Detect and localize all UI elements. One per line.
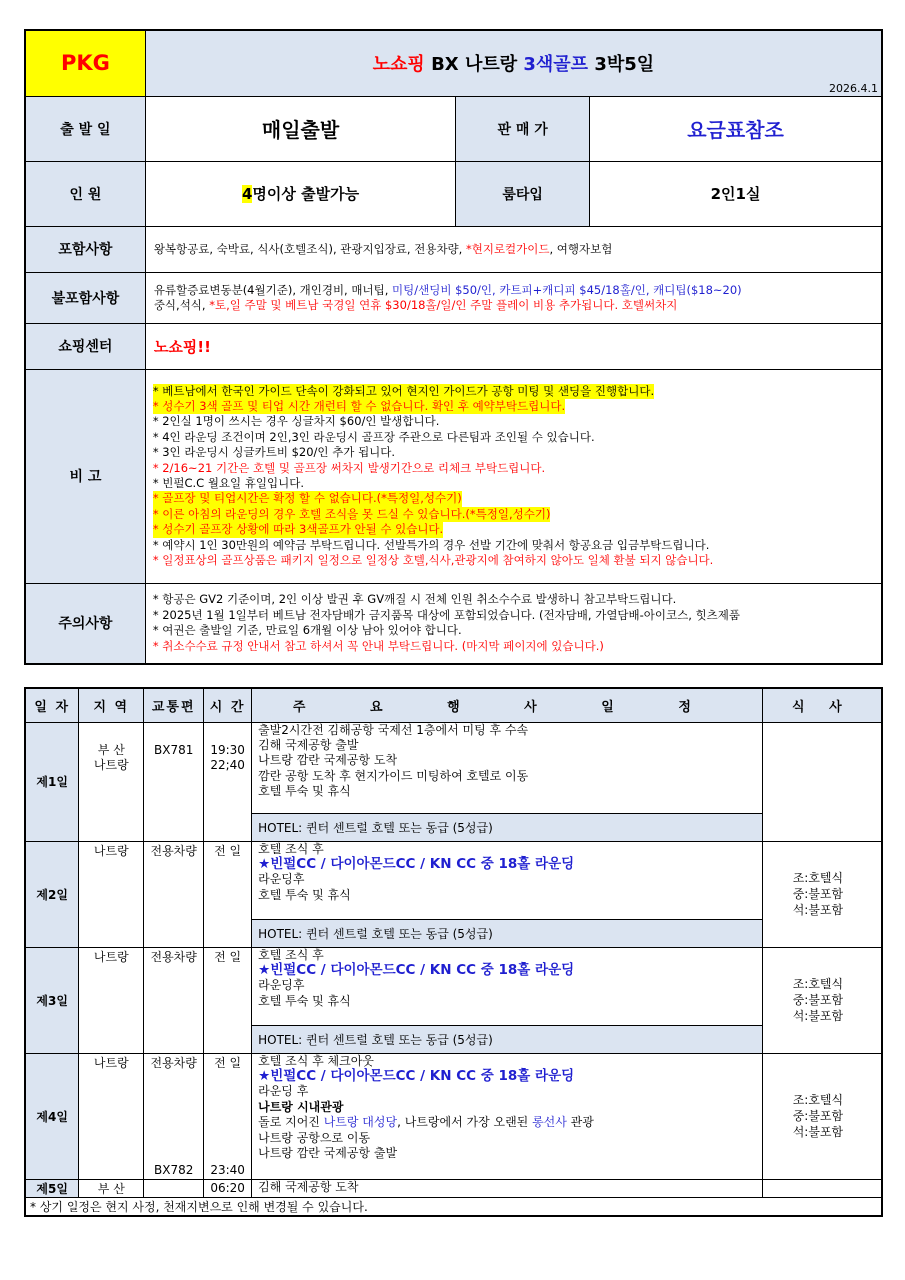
remark-item: * 성수기 골프장 상황에 따라 3색골프가 안될 수 있습니다. — [152, 522, 444, 537]
title-golf: 3색골프 — [523, 54, 589, 76]
day4-transport — [144, 1053, 204, 1179]
shopping-value: 노쇼핑!! — [145, 323, 882, 369]
day5-time: 06:20 — [204, 1179, 252, 1197]
schedule-line: 호텔 조식 후 — [258, 841, 324, 856]
schedule-line: 나트랑 깜란 국제공항 도착 — [258, 753, 398, 768]
schedule-line: 호텔 조식 후 체크아웃 — [258, 1053, 374, 1068]
day4-time — [204, 1053, 252, 1179]
excluded-text-2: 중식,석식, — [153, 297, 210, 312]
remark-item: * 빈펄C.C 월요일 휴일입니다. — [152, 476, 305, 490]
title-no-shopping: 노쇼핑 — [372, 54, 425, 76]
day4-label: 제4일 — [25, 1053, 79, 1179]
itinerary-table — [24, 687, 883, 1217]
meal-breakfast: 조:호텔식 — [792, 1093, 844, 1107]
schedule-line: 깜란 공항 도착 후 현지가이드 미팅하여 호텔로 이동 — [258, 768, 529, 783]
included-text: 왕복항공료, 숙박료, 식사(호텔조식), 관광지입장료, 전용차량, — [153, 241, 466, 256]
shopping-label: 쇼핑센터 — [25, 323, 145, 369]
day2-meal — [762, 841, 882, 947]
day1-label: 제1일 — [25, 722, 79, 841]
day2-region: 나트랑 — [79, 841, 144, 947]
day1-transport: BX781 — [144, 722, 204, 841]
schedule-line: 나트랑 시내관광 — [258, 1099, 344, 1114]
issue-date: 2026.4.1 — [829, 81, 878, 95]
caution-item: * 여권은 출발일 기준, 만료일 6개월 이상 남아 있어야 합니다. — [152, 623, 462, 638]
excluded-fees: 미팅/샌딩비 $50/인, 카트피+캐디피 $45/18홀/인, 캐디팁($18~20) — [392, 282, 742, 297]
title-duration: 3박5일 — [588, 54, 655, 76]
day4-time-2: 23:40 — [210, 1162, 245, 1177]
remark-item: * 골프장 및 티업시간은 확정 할 수 없습니다.(*특정일,성수기) — [152, 491, 462, 506]
day5-transport — [144, 1179, 204, 1197]
package-title — [145, 30, 882, 96]
day1-time-1: 19:30 — [210, 742, 245, 757]
included-label: 포함사항 — [25, 226, 145, 272]
remark-item: * 예약시 1인 30만원의 예약금 부탁드립니다. 선발특가의 경우 선발 기간에 맞춰서 항공요금 입금부탁드립니다. — [152, 537, 710, 552]
schedule-line: 라운딩 후 — [258, 1084, 309, 1099]
remark-item: * 베트남에서 한국인 가이드 단속이 강화되고 있어 현지인 가이드가 공항 미팅 및 샌딩을 진행합니다. — [152, 383, 655, 398]
header-meal: 식 사 — [762, 688, 882, 722]
caution-list — [145, 583, 882, 664]
day4-region: 나트랑 — [79, 1053, 144, 1179]
day2-transport: 전용차량 — [144, 841, 204, 947]
day1-schedule — [252, 722, 763, 813]
schedule-line: 김해 국제공항 출발 — [258, 737, 359, 752]
meal-dinner: 석:불포함 — [792, 903, 844, 917]
day1-region-1: 부 산 — [97, 742, 125, 757]
schedule-line: 호텔 투숙 및 휴식 — [258, 784, 351, 799]
meal-lunch: 중:불포함 — [792, 1109, 844, 1123]
day5-meal — [762, 1179, 882, 1197]
meal-dinner: 석:불포함 — [792, 1125, 844, 1139]
header-day: 일 자 — [25, 688, 79, 722]
day2-schedule — [252, 841, 763, 919]
caution-item: * 2025년 1월 1일부터 베트남 전자담배가 금지품목 대상에 포함되었습니다. (전자담배, 가열담배-아이코스, 힛츠제품 — [152, 607, 740, 622]
temple-name: 롱선사 — [532, 1115, 567, 1130]
excluded-value — [145, 272, 882, 323]
day1-region — [79, 722, 144, 841]
day3-label: 제3일 — [25, 947, 79, 1053]
title-route: BX 나트랑 — [424, 54, 524, 76]
day1-region-2: 나트랑 — [93, 757, 129, 772]
pkg-badge: PKG — [25, 30, 145, 96]
excluded-label: 불포함사항 — [25, 272, 145, 323]
golf-round-line: ★빈펄CC / 다이아몬드CC / KN CC 중 18홀 라운딩 — [258, 855, 575, 872]
caution-item: * 항공은 GV2 기준이며, 2인 이상 발권 후 GV깨질 시 전체 인원 취소수수료 발생하니 참고부탁드립니다. — [152, 592, 677, 607]
schedule-line: 출발2시간전 김해공항 국제선 1층에서 미팅 후 수속 — [258, 722, 529, 737]
day1-time — [204, 722, 252, 841]
room-label: 룸타입 — [456, 161, 590, 226]
schedule-line: 라운딩후 — [258, 872, 305, 887]
schedule-line: 호텔 투숙 및 휴식 — [258, 887, 351, 902]
day4-time-1: 전 일 — [214, 1055, 242, 1070]
header-region: 지 역 — [79, 688, 144, 722]
day5-label: 제5일 — [25, 1179, 79, 1197]
meal-breakfast: 조:호텔식 — [792, 871, 844, 885]
departure-label: 출 발 일 — [25, 96, 145, 161]
remark-item: * 이른 아침의 라운딩의 경우 호텔 조식을 못 드실 수 있습니다.(*특정일,성수기) — [152, 506, 551, 521]
day5-schedule: 김해 국제공항 도착 — [252, 1179, 763, 1197]
day4-transport-1: 전용차량 — [150, 1055, 197, 1070]
day2-label: 제2일 — [25, 841, 79, 947]
meal-lunch: 중:불포함 — [792, 993, 844, 1007]
day2-time: 전 일 — [204, 841, 252, 947]
people-text: 명이상 출발가능 — [252, 185, 360, 203]
text-part: , 나트랑에서 가장 오랜된 — [397, 1115, 533, 1130]
day1-time-2: 22;40 — [210, 757, 245, 772]
schedule-line: 호텔 투숙 및 휴식 — [258, 993, 351, 1008]
schedule-line: 나트랑 공항으로 이동 — [258, 1130, 371, 1145]
text-part: 돌로 지어진 — [258, 1115, 324, 1130]
header-transport: 교통편 — [144, 688, 204, 722]
caution-item: * 취소수수료 규정 안내서 참고 하셔서 꼭 안내 부탁드립니다. (마지막 페이지에 있습니다.) — [152, 638, 604, 653]
people-value — [145, 161, 455, 226]
day3-time: 전 일 — [204, 947, 252, 1053]
day5-region: 부 산 — [79, 1179, 144, 1197]
day4-transport-2: BX782 — [154, 1162, 194, 1177]
day1-hotel: HOTEL: 퀸터 센트럴 호텔 또는 동급 (5성급) — [252, 813, 763, 841]
header-schedule: 주 요 행 사 일 정 — [252, 688, 763, 722]
departure-value: 매일출발 — [145, 96, 455, 161]
remark-item: * 일정표상의 골프상품은 패키지 일정으로 일정상 호텔,식사,관광지에 참여하지 않아도 일체 환불 되지 않습니다. — [152, 553, 714, 568]
meal-dinner: 석:불포함 — [792, 1009, 844, 1023]
excluded-text-1: 유류할증료변동분(4월기준), 개인경비, 매너팁, — [153, 282, 393, 297]
included-value — [145, 226, 882, 272]
day4-schedule — [252, 1053, 763, 1179]
schedule-line-sightseeing — [258, 1115, 762, 1130]
meal-breakfast: 조:호텔식 — [792, 977, 844, 991]
excluded-weekend: *토,일 주말 및 베트남 국경일 연휴 $30/18홀/일/인 주말 플레이 비용 추가됩니다. 호텔써차지 — [209, 297, 678, 312]
schedule-line: 나트랑 깜란 국제공항 출발 — [258, 1145, 398, 1160]
day3-meal — [762, 947, 882, 1053]
room-value: 2인1실 — [590, 161, 882, 226]
text-part: 관광 — [566, 1115, 594, 1130]
day1-meal — [762, 722, 882, 841]
day2-hotel: HOTEL: 퀸터 센트럴 호텔 또는 동급 (5성급) — [252, 919, 763, 947]
schedule-line: 라운딩후 — [258, 978, 305, 993]
day3-hotel: HOTEL: 퀸터 센트럴 호텔 또는 동급 (5성급) — [252, 1025, 763, 1053]
schedule-line: 호텔 조식 후 — [258, 947, 324, 962]
people-label: 인 원 — [25, 161, 145, 226]
people-number: 4 — [241, 185, 253, 203]
price-label: 판 매 가 — [456, 96, 590, 161]
included-guide: *현지로컬가이드 — [465, 241, 550, 256]
day3-region: 나트랑 — [79, 947, 144, 1053]
day3-transport: 전용차량 — [144, 947, 204, 1053]
meal-lunch: 중:불포함 — [792, 887, 844, 901]
remarks-list — [145, 369, 882, 583]
itinerary-footnote: * 상기 일정은 현지 사정, 천재지변으로 인해 변경될 수 있습니다. — [25, 1197, 882, 1216]
package-info-table — [24, 29, 883, 665]
remark-item: * 4인 라운딩 조건이며 2인,3인 라운딩시 골프장 주관으로 다른팀과 조인될 수 있습니다. — [152, 429, 595, 444]
day3-schedule — [252, 947, 763, 1025]
remark-item: * 2/16~21 기간은 호텔 및 골프장 써차지 발생기간으로 리체크 부탁드립니다. — [152, 460, 546, 475]
golf-round-line: ★빈펄CC / 다이아몬드CC / KN CC 중 18홀 라운딩 — [258, 1067, 575, 1084]
remark-item: * 성수기 3색 골프 및 티업 시간 개런티 할 수 없습니다. 확인 후 예약부탁드립니다. — [152, 398, 566, 413]
day4-meal — [762, 1053, 882, 1179]
golf-round-line: ★빈펄CC / 다이아몬드CC / KN CC 중 18홀 라운딩 — [258, 961, 575, 978]
price-value: 요금표참조 — [590, 96, 882, 161]
remark-item: * 3인 라운딩시 싱글카트비 $20/인 추가 됩니다. — [152, 445, 396, 460]
remark-item: * 2인실 1명이 쓰시는 경우 싱글차지 $60/인 발생합니다. — [152, 414, 440, 429]
cathedral-name: 나트랑 대성당 — [323, 1115, 398, 1130]
remarks-label: 비 고 — [25, 369, 145, 583]
included-insurance: , 여행자보험 — [549, 241, 613, 256]
caution-label: 주의사항 — [25, 583, 145, 664]
header-time: 시 간 — [204, 688, 252, 722]
